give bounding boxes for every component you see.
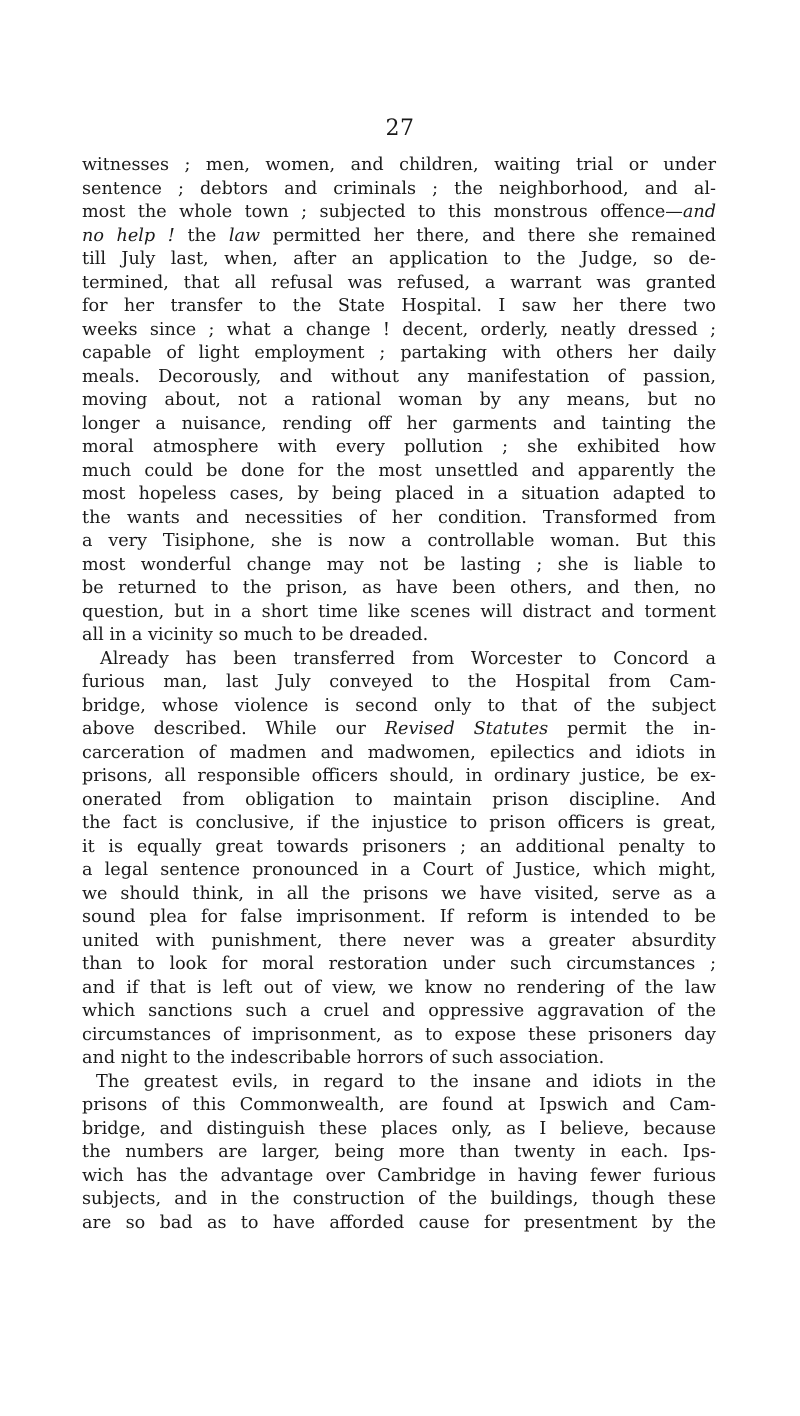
text-line: capable of light employment ; partaking with others her daily <box>82 343 716 363</box>
text-line: meals. Decorously, and without any manifestation of passion, <box>82 366 716 387</box>
text-line: than to look for moral restoration under such circumstances ; <box>82 954 716 974</box>
text-line: most the whole town ; subjected to this monstrous offence—and <box>82 202 716 222</box>
text-line: which sanctions such a cruel and oppressive aggravation of the <box>82 1001 716 1021</box>
text-line: most hopeless cases, by being placed in a situation adapted to <box>82 484 716 504</box>
text-line: the numbers are larger, being more than twenty in each. Ips- <box>82 1142 716 1162</box>
body-text <box>82 154 716 1235</box>
text-line: all in a vicinity so much to be dreaded. <box>82 625 429 645</box>
text-line: a legal sentence pronounced in a Court of Justice, which might, <box>82 860 716 880</box>
text-line: are so bad as to have afforded cause for presentment by the <box>82 1212 716 1233</box>
text-line: much could be done for the most unsettled and apparently the <box>82 460 716 481</box>
text-line: furious man, last July conveyed to the Hospital from Cam- <box>82 672 716 692</box>
text-line: witnesses ; men, women, and children, waiting trial or under <box>82 155 716 175</box>
text-line: the wants and necessities of her condition. Transformed from <box>82 507 716 528</box>
text-line: The greatest evils, in regard to the insane and idiots in the <box>96 1071 716 1092</box>
page-number: 27 <box>385 116 415 141</box>
text-line: longer a nuisance, rending off her garments and tainting the <box>82 413 716 434</box>
text-line: above described. While our Revised Statutes permit the in- <box>82 719 716 739</box>
text-line: sentence ; debtors and criminals ; the neighborhood, and al- <box>82 178 716 199</box>
text-line: and night to the indescribable horrors of such association. <box>82 1048 605 1068</box>
text-line: circumstances of imprisonment, as to expose these prisoners day <box>82 1024 716 1045</box>
text-line: no help ! the law permitted her there, and there she remained <box>82 225 717 246</box>
text-line: moral atmosphere with every pollution ; she exhibited how <box>82 437 716 457</box>
text-line: for her transfer to the State Hospital. I saw her there two <box>82 296 716 316</box>
text-line: united with punishment, there never was a greater absurdity <box>82 930 716 951</box>
text-line: termined, that all refusal was refused, a warrant was granted <box>82 272 716 293</box>
text-line: a very Tisiphone, she is now a controllable woman. But this <box>82 531 716 551</box>
text-line: subjects, and in the construction of the buildings, though these <box>82 1189 716 1209</box>
text-line: it is equally great towards prisoners ; an additional penalty to <box>82 836 716 857</box>
text-line: the fact is conclusive, if the injustice to prison officers is great, <box>82 813 716 833</box>
text-line: carceration of madmen and madwomen, epilectics and idiots in <box>82 742 716 763</box>
text-line: we should think, in all the prisons we have visited, serve as a <box>82 883 716 904</box>
text-line: bridge, whose violence is second only to that of the subject <box>82 695 716 716</box>
text-line: wich has the advantage over Cambridge in having fewer furious <box>82 1165 716 1186</box>
text-line: most wonderful change may not be lasting ; she is liable to <box>82 554 716 575</box>
text-line: be returned to the prison, as have been others, and then, no <box>82 578 716 598</box>
text-line: prisons, all responsible officers should, in ordinary justice, be ex- <box>82 766 716 786</box>
text-line: weeks since ; what a change ! decent, orderly, neatly dressed ; <box>82 319 716 340</box>
text-line: prisons of this Commonwealth, are found at Ipswich and Cam- <box>82 1095 716 1115</box>
text-line: till July last, when, after an application to the Judge, so de- <box>82 249 716 269</box>
text-line: sound plea for false imprisonment. If reform is intended to be <box>82 907 716 927</box>
text-line: Already has been transferred from Worcester to Concord a <box>100 648 716 669</box>
text-line: moving about, not a rational woman by any means, but no <box>82 390 716 410</box>
text-line: bridge, and distinguish these places only, as I believe, because <box>82 1118 716 1139</box>
text-line: and if that is left out of view, we know no rendering of the law <box>82 977 716 998</box>
text-line: onerated from obligation to maintain prison discipline. And <box>82 789 716 810</box>
text-line: question, but in a short time like scenes will distract and torment <box>82 601 716 622</box>
